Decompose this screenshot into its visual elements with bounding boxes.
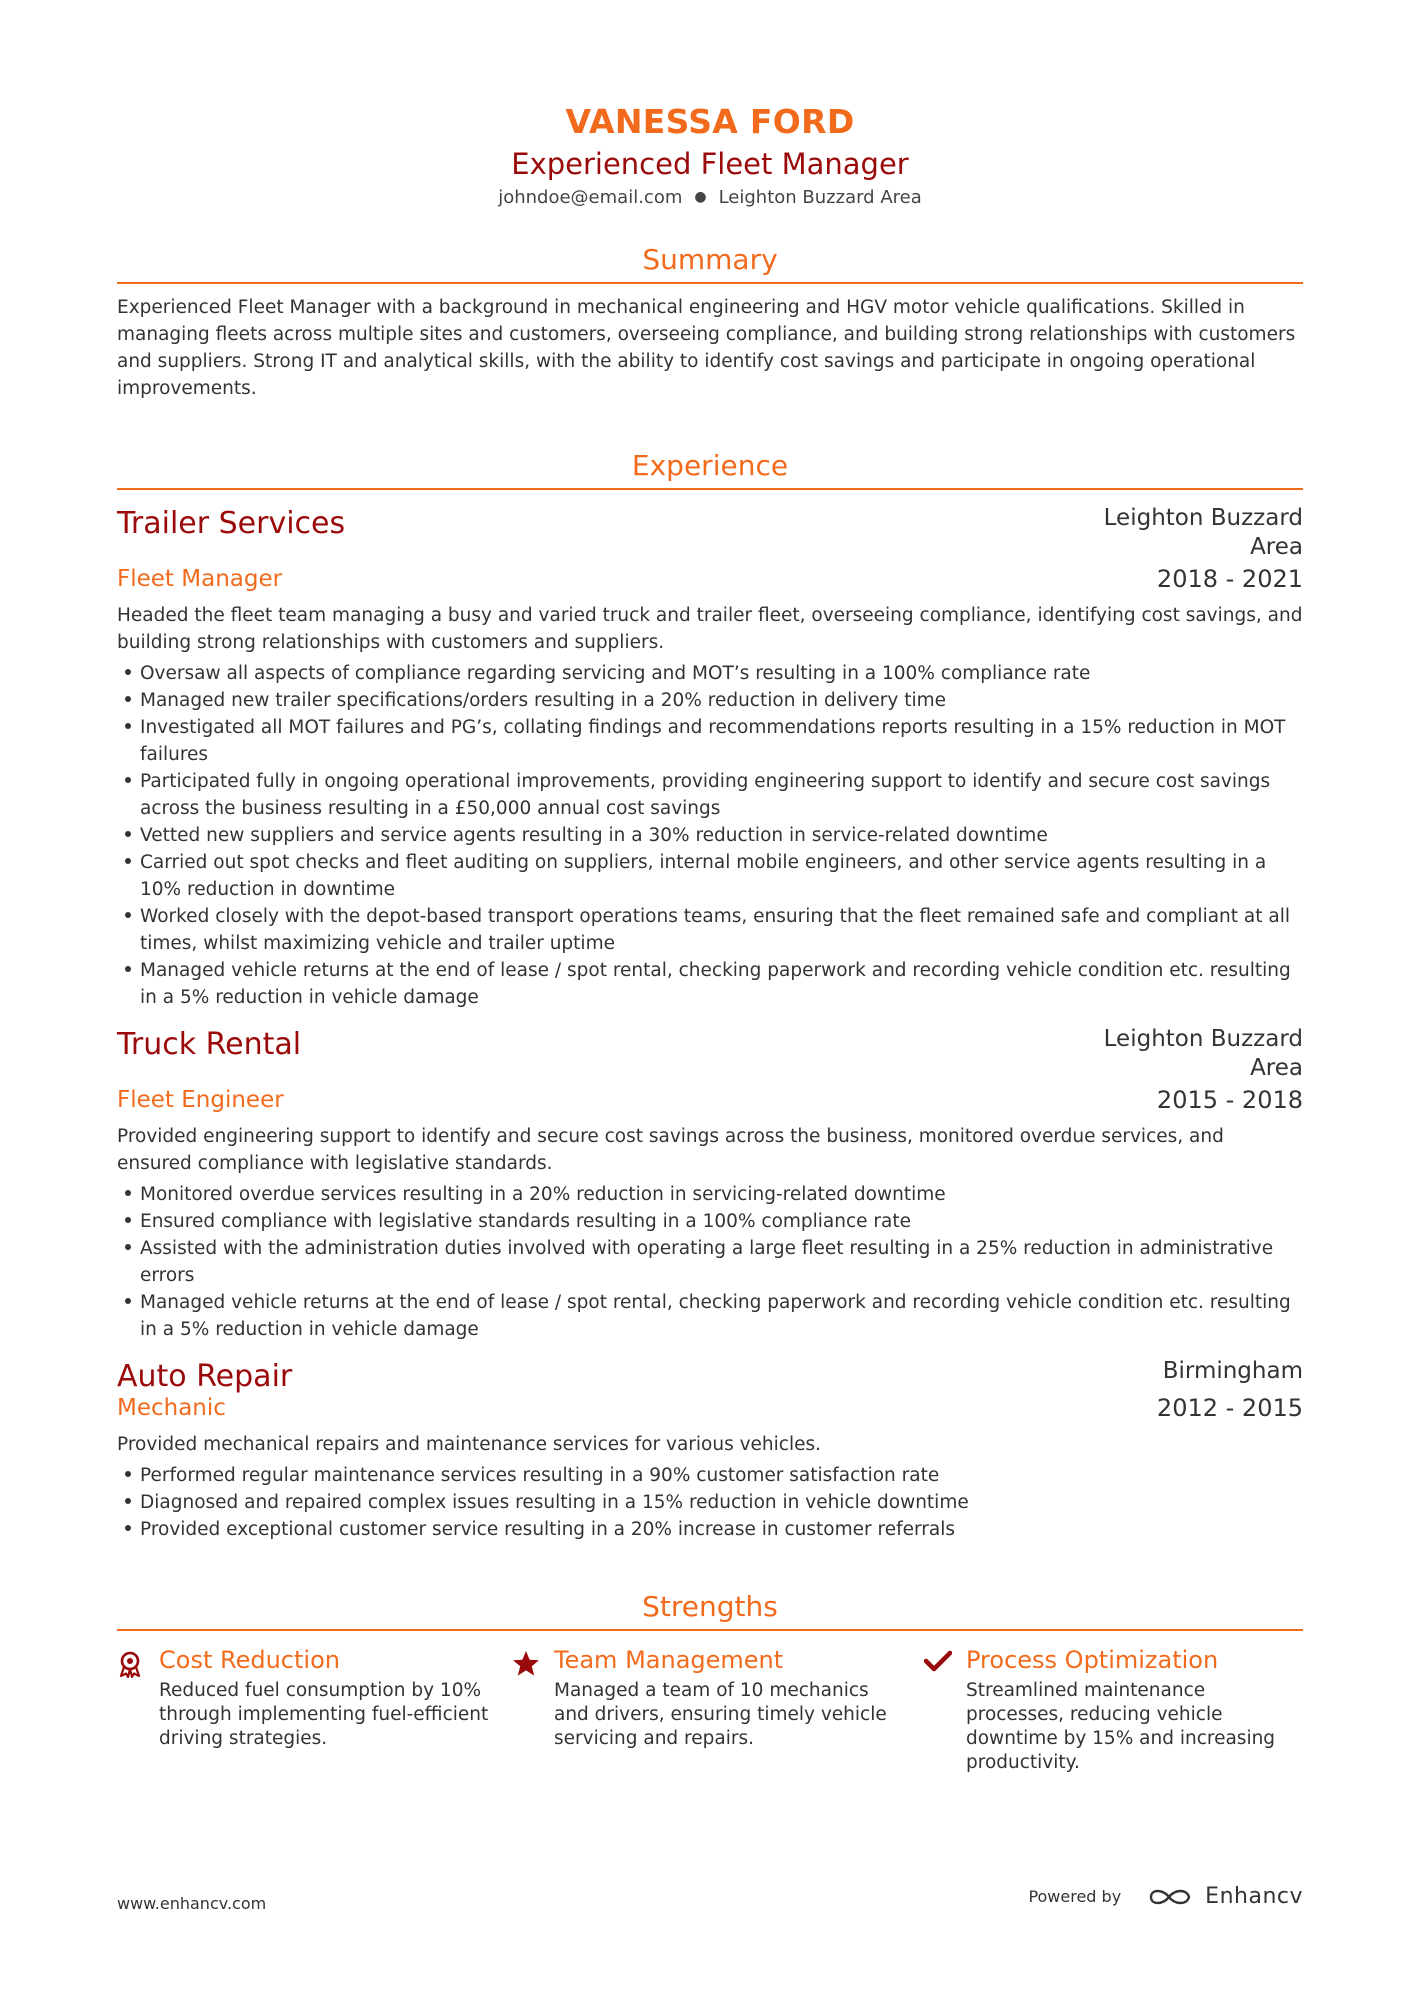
job-description: Provided mechanical repairs and maintenance services for various vehicles. — [117, 1434, 822, 1455]
summary-heading: Summary — [117, 240, 1303, 284]
strength-title: Cost Reduction — [159, 1646, 340, 1674]
job-dates: 2012 - 2015 — [1156, 1394, 1303, 1422]
job-bullet: Diagnosed and repaired complex issues resulting in a 15% reduction in vehicle downtime — [117, 1489, 1303, 1516]
job-location: Leighton Buzzard Area — [1103, 505, 1303, 560]
job-description: Provided engineering support to identify and secure cost savings across the business, monitored overdue services, and ensured compliance with legislative standards. — [117, 1126, 1224, 1174]
job-role-row — [117, 564, 1303, 594]
job-role-row — [117, 1085, 1303, 1115]
contact-line — [117, 185, 1303, 212]
strength-description: Managed a team of 10 mechanics and drivers, ensuring timely vehicle servicing and repairs. — [554, 1680, 887, 1749]
job-bullet: Participated fully in ongoing operational improvements, providing engineering support to identify and secure cost savings across the business resulting in a £50,000 annual cost savings — [117, 768, 1303, 822]
enhancv-logo-icon — [1147, 1885, 1193, 1909]
job-bullet: Provided exceptional customer service resulting in a 20% increase in customer referrals — [117, 1516, 1303, 1543]
job-header-row — [117, 504, 1303, 562]
company-name: Trailer Services — [117, 506, 346, 541]
job-location: Birmingham — [1162, 1358, 1303, 1384]
summary-text: Experienced Fleet Manager with a background in mechanical engineering and HGV motor vehicle qualifications. Skilled in managing fleets across multiple sites and customers, overseeing compliance, and building strong relationships with customers and suppliers. Strong IT and analytical skills, with the ability to identify cost savings and participate in ongoing operational improvements. — [117, 297, 1296, 399]
job-bullet: Assisted with the administration duties involved with operating a large fleet resulting in a 25% reduction in administrative errors — [117, 1235, 1303, 1289]
strengths-heading: Strengths — [117, 1587, 1303, 1631]
strength-body — [159, 1645, 499, 1775]
job-dates: 2018 - 2021 — [1156, 565, 1303, 593]
job-bullet: Vetted new suppliers and service agents resulting in a 30% reduction in service-related downtime — [117, 822, 1303, 849]
job-bullet: Carried out spot checks and fleet auditing on suppliers, internal mobile engineers, and other service agents resulting in a 10% reduction in downtime — [117, 849, 1303, 903]
company-name: Auto Repair — [117, 1359, 293, 1394]
job-bullets — [117, 1181, 1303, 1343]
job-bullet: Monitored overdue services resulting in a 20% reduction in servicing-related downtime — [117, 1181, 1303, 1208]
powered-by-label: Powered by — [1028, 1887, 1122, 1906]
strength-title: Process Optimization — [966, 1646, 1219, 1674]
star-icon — [512, 1645, 554, 1775]
job-role: Fleet Manager — [117, 566, 283, 592]
job-entry — [117, 1025, 1303, 1343]
job-bullet: Ensured compliance with legislative standards resulting in a 100% compliance rate — [117, 1208, 1303, 1235]
resume-content — [117, 100, 1303, 1775]
job-bullet: Managed vehicle returns at the end of lease / spot rental, checking paperwork and recording vehicle condition etc. resulting in a 5% reduction in vehicle damage — [117, 1289, 1303, 1343]
job-role: Mechanic — [117, 1395, 226, 1421]
strength-item — [512, 1645, 924, 1775]
strength-title: Team Management — [554, 1646, 784, 1674]
job-dates: 2015 - 2018 — [1156, 1086, 1303, 1114]
job-bullet: Investigated all MOT failures and PG’s, collating findings and recommendations reports resulting in a 15% reduction in MOT failures — [117, 714, 1303, 768]
strengths-grid — [117, 1645, 1303, 1775]
company-name: Truck Rental — [117, 1027, 302, 1062]
job-bullet: Oversaw all aspects of compliance regarding servicing and MOT’s resulting in a 100% compliance rate — [117, 660, 1303, 687]
job-bullet: Managed new trailer specifications/orders resulting in a 20% reduction in delivery time — [117, 687, 1303, 714]
brand-name: Enhancv — [1205, 1884, 1303, 1909]
job-bullets — [117, 1462, 1303, 1543]
checkmark-icon — [924, 1645, 966, 1775]
experience-heading: Experience — [117, 446, 1303, 490]
job-role-row — [117, 1393, 1303, 1423]
footer-website[interactable]: www.enhancv.com — [117, 1894, 267, 1913]
job-entry — [117, 504, 1303, 1011]
job-bullet: Worked closely with the depot-based transport operations teams, ensuring that the fleet remained safe and compliant at all times, whilst maximizing vehicle and trailer uptime — [117, 903, 1303, 957]
strength-description: Streamlined maintenance processes, reducing vehicle downtime by 15% and increasing productivity. — [966, 1680, 1276, 1773]
candidate-name: VANESSA FORD — [565, 102, 855, 141]
strength-body — [966, 1645, 1303, 1775]
candidate-title: Experienced Fleet Manager — [511, 147, 909, 181]
award-icon — [117, 1645, 159, 1775]
strength-description: Reduced fuel consumption by 10% through implementing fuel-efficient driving strategies. — [159, 1680, 489, 1749]
job-bullet: Performed regular maintenance services resulting in a 90% customer satisfaction rate — [117, 1462, 1303, 1489]
job-description: Headed the fleet team managing a busy and varied truck and trailer fleet, overseeing compliance, identifying cost savings, and building strong relationships with customers and suppliers. — [117, 605, 1303, 653]
contact-location: Leighton Buzzard Area — [718, 187, 922, 208]
strength-body — [554, 1645, 894, 1775]
contact-email[interactable]: johndoe@email.com — [498, 187, 683, 208]
job-role: Fleet Engineer — [117, 1087, 284, 1113]
job-header-row — [117, 1025, 1303, 1083]
separator-dot: ● — [694, 189, 707, 205]
job-header-row — [117, 1357, 1303, 1397]
strength-item — [117, 1645, 512, 1775]
job-entry — [117, 1357, 1303, 1543]
strength-item — [924, 1645, 1303, 1775]
enhancv-logo[interactable] — [1147, 1884, 1303, 1909]
job-bullets — [117, 660, 1303, 1011]
resume-header — [117, 100, 1303, 212]
job-location: Leighton Buzzard Area — [1103, 1026, 1303, 1081]
footer-branding — [1028, 1884, 1303, 1909]
job-bullet: Managed vehicle returns at the end of lease / spot rental, checking paperwork and recording vehicle condition etc. resulting in a 5% reduction in vehicle damage — [117, 957, 1303, 1011]
